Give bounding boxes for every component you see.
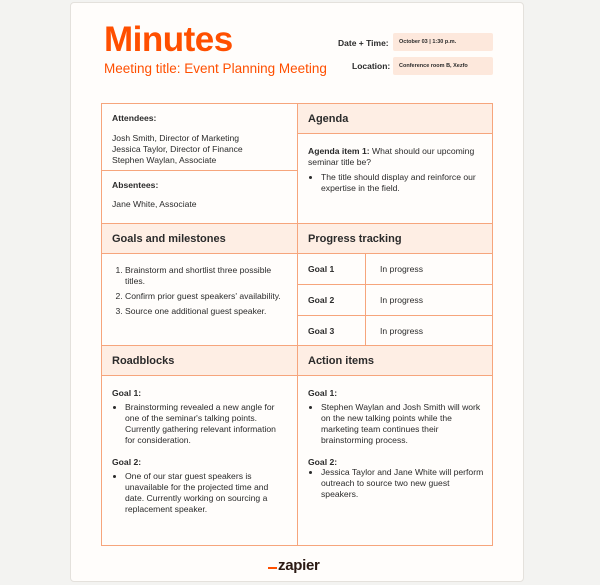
action-goal-2-label: Goal 2: <box>308 457 338 467</box>
divider <box>298 284 492 285</box>
divider <box>101 345 493 346</box>
agenda-heading: Agenda <box>298 104 492 134</box>
logo-underscore-mark <box>268 567 277 569</box>
roadblock-goal-2-label: Goal 2: <box>112 457 142 467</box>
divider <box>298 315 492 316</box>
divider <box>102 170 297 171</box>
divider <box>101 223 493 224</box>
list-item: • Brainstorming revealed a new angle for one of the seminar's talking points. Currently gathering relevant information for consideration. <box>125 402 288 446</box>
roadblocks-heading: Roadblocks <box>102 346 297 376</box>
column-divider <box>297 103 298 546</box>
progress-goal-2: Goal 2 <box>308 295 335 305</box>
roadblock-goal-1 <box>112 402 288 448</box>
agenda-bullets <box>308 172 486 196</box>
action-goal-2 <box>308 467 486 502</box>
agenda-item-text: What should our upcoming seminar title be? <box>308 146 475 167</box>
progress-status-1: In progress <box>380 264 423 274</box>
progress-status-2: In progress <box>380 295 423 305</box>
progress-heading: Progress tracking <box>298 224 492 254</box>
progress-column-divider <box>365 254 366 345</box>
progress-goal-1: Goal 1 <box>308 264 335 274</box>
divider <box>101 253 493 254</box>
progress-goal-3: Goal 3 <box>308 326 335 336</box>
datetime-label: Date + Time: <box>338 38 389 48</box>
list-item: • Stephen Waylan and Josh Smith will work on the new talking points while the marketing team continues their brainstorming process. <box>321 402 486 446</box>
roadblock-goal-1-label: Goal 1: <box>112 388 142 398</box>
list-item: 1. Brainstorm and shortlist three possible titles. <box>125 265 291 287</box>
absentee: Jane White, Associate <box>112 199 197 209</box>
attendee: Jessica Taylor, Director of Finance <box>112 144 243 154</box>
agenda-item <box>308 146 484 168</box>
absentees-label: Absentees: <box>112 180 159 190</box>
goals-list <box>111 265 291 321</box>
list-item: • The title should display and reinforce our expertise in the field. <box>321 172 486 194</box>
attendee: Stephen Waylan, Associate <box>112 155 217 165</box>
progress-status-3: In progress <box>380 326 423 336</box>
attendees-label: Attendees: <box>112 113 157 123</box>
divider <box>101 375 493 376</box>
meeting-title: Meeting title: Event Planning Meeting <box>104 61 327 76</box>
list-item: 2. Confirm prior guest speakers' availability. <box>125 291 291 302</box>
page-title: Minutes <box>104 20 233 59</box>
list-item: • One of our star guest speakers is unavailable for the projected time and date. Currently working on sourcing a replacement speaker. <box>125 471 288 515</box>
attendee: Josh Smith, Director of Marketing <box>112 133 240 143</box>
zapier-logo: zapier <box>268 557 320 574</box>
goals-heading: Goals and milestones <box>102 224 297 254</box>
agenda-item-label: Agenda item 1: <box>308 146 370 156</box>
datetime-value: October 03 | 1:30 p.m. <box>393 33 493 51</box>
attendees-list <box>112 133 292 166</box>
roadblock-goal-2 <box>112 471 288 517</box>
location-value: Conference room B, Xezfo <box>393 57 493 75</box>
location-label: Location: <box>352 61 391 71</box>
action-items-heading: Action items <box>298 346 492 376</box>
action-goal-1 <box>308 402 486 448</box>
list-item: 3. Source one additional guest speaker. <box>125 306 291 317</box>
action-goal-1-label: Goal 1: <box>308 388 338 398</box>
list-item: • Jessica Taylor and Jane White will perform outreach to source two new guest speakers. <box>321 467 486 500</box>
divider <box>298 133 492 134</box>
